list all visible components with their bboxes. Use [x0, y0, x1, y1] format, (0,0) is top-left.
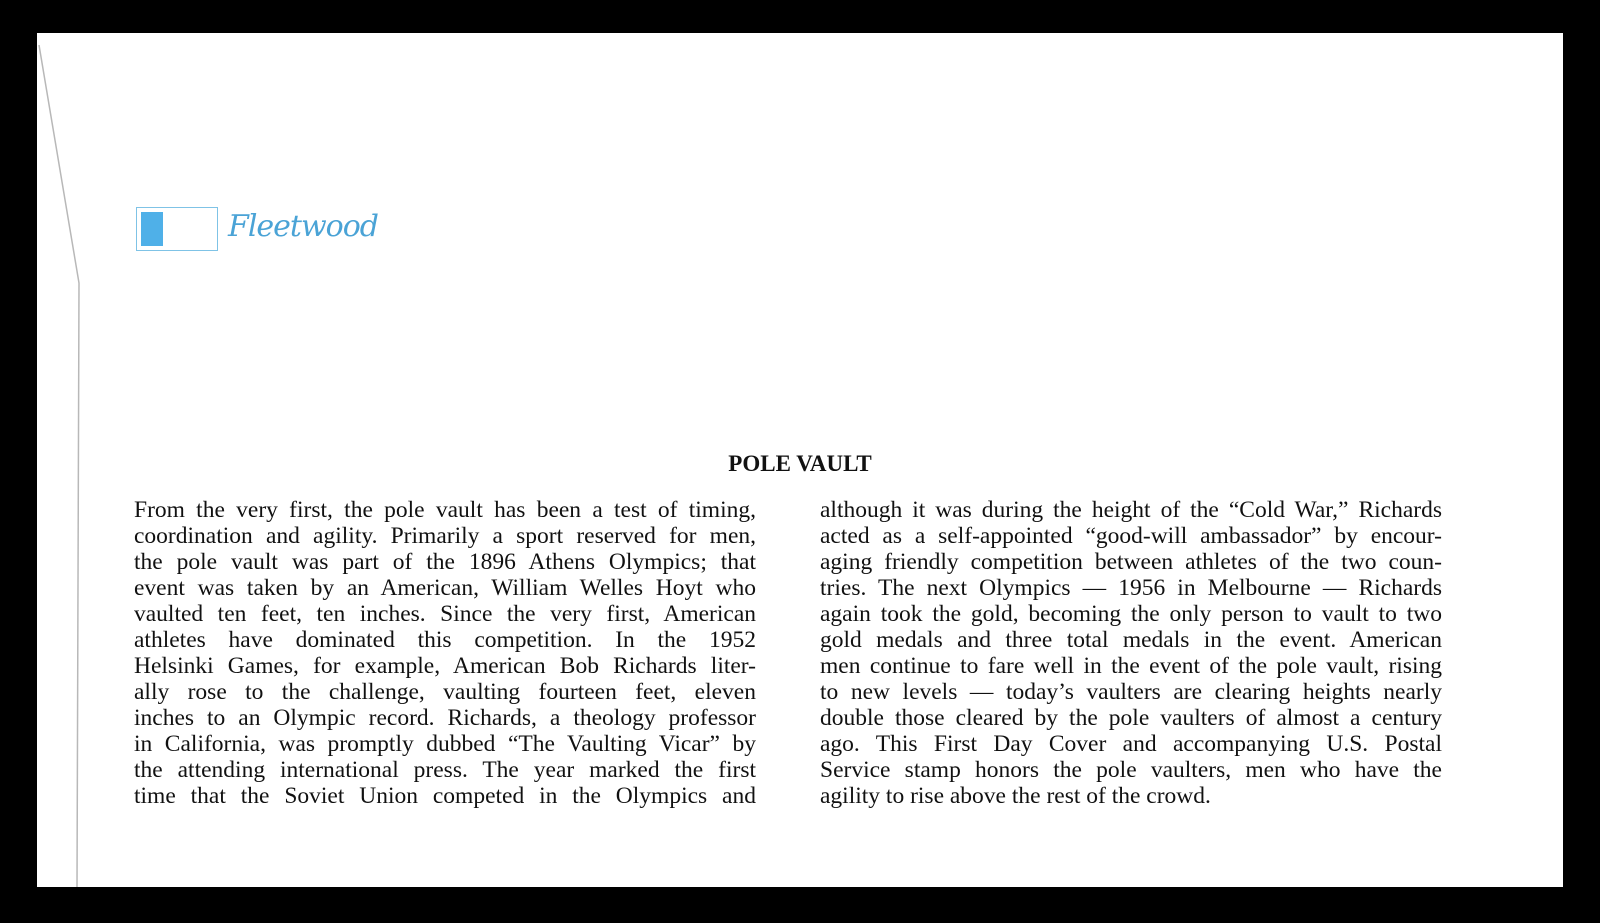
text-line: ally rose to the challenge, vaulting fourteen feet, eleven [134, 679, 756, 705]
text-line: double those cleared by the pole vaulters of almost a century [820, 705, 1442, 731]
text-line: to new levels — today’s vaulters are clearing heights nearly [820, 679, 1442, 705]
logo-box [136, 207, 218, 251]
text-line: in California, was promptly dubbed “The Vaulting Vicar” by [134, 731, 756, 757]
text-line: agility to rise above the rest of the crowd. [820, 783, 1211, 809]
logo-box-fill [141, 212, 163, 246]
text-line: inches to an Olympic record. Richards, a theology professor [134, 705, 756, 731]
text-line: coordination and agility. Primarily a sport reserved for men, [134, 523, 756, 549]
article-column-left [134, 497, 756, 809]
text-line: tries. The next Olympics — 1956 in Melbourne — Richards [820, 575, 1442, 601]
fleetwood-logo [136, 207, 396, 255]
text-line: the pole vault was part of the 1896 Athens Olympics; that [134, 549, 756, 575]
text-line: From the very first, the pole vault has been a test of timing, [134, 497, 756, 523]
text-line: time that the Soviet Union competed in the Olympics and [134, 783, 756, 809]
logo-wordmark: Fleetwood [228, 209, 378, 244]
text-line: vaulted ten feet, ten inches. Since the very first, American [134, 601, 756, 627]
article-title: POLE VAULT [728, 451, 872, 476]
text-line: men continue to fare well in the event of the pole vault, rising [820, 653, 1442, 679]
text-line: gold medals and three total medals in the event. American [820, 627, 1442, 653]
text-line: Helsinki Games, for example, American Bob Richards liter- [134, 653, 756, 679]
text-line: event was taken by an American, William Welles Hoyt who [134, 575, 756, 601]
text-line: aging friendly competition between athletes of the two coun- [820, 549, 1442, 575]
envelope-back [37, 33, 1563, 887]
text-line: again took the gold, becoming the only person to vault to two [820, 601, 1442, 627]
text-line: although it was during the height of the “Cold War,” Richards [820, 497, 1442, 523]
text-line: the attending international press. The year marked the first [134, 757, 756, 783]
article-column-right [820, 497, 1442, 809]
text-line: ago. This First Day Cover and accompanying U.S. Postal [820, 731, 1442, 757]
text-line: Service stamp honors the pole vaulters, men who have the [820, 757, 1442, 783]
text-line: athletes have dominated this competition. In the 1952 [134, 627, 756, 653]
text-line: acted as a self-appointed “good-will ambassador” by encour- [820, 523, 1442, 549]
